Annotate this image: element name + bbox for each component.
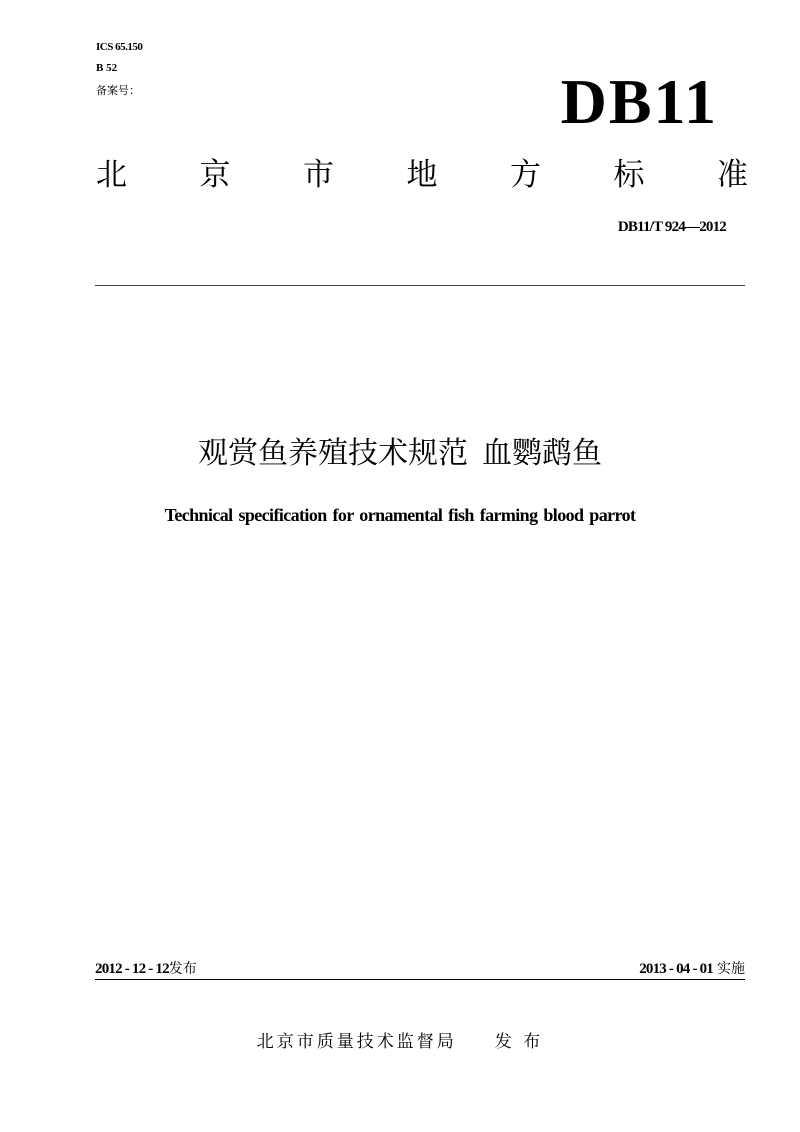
top-divider: [95, 285, 745, 286]
implement-date-block: [639, 958, 745, 979]
issuer-action: 发 布: [494, 1032, 544, 1052]
standard-type-char: 京: [199, 157, 231, 193]
standard-type-char: 方: [510, 157, 541, 193]
standard-number: DB11/T 924—2012: [617, 219, 726, 235]
publish-label: 发布: [168, 961, 197, 977]
issuer-name: 北京市质量技术监督局: [256, 1032, 457, 1052]
db-code: DB11: [560, 66, 718, 137]
standard-type: [96, 152, 748, 198]
document-title-en: Technical specification for ornamental fish farming blood parrot: [164, 505, 636, 525]
publish-date: 2012 - 12 - 12: [95, 961, 169, 977]
title-sub: 血鹦鹉鱼: [482, 436, 602, 471]
standard-type-char: 北: [96, 157, 127, 193]
implement-label: 实施: [717, 961, 745, 977]
ics-code: ICS 65.150: [96, 41, 143, 53]
issuer: [0, 1030, 800, 1054]
standard-type-char: 地: [406, 157, 438, 193]
date-row: [95, 955, 745, 980]
title-main: 观赏鱼养殖技术规范: [198, 436, 468, 471]
publish-date-block: [95, 958, 197, 979]
standard-type-char: 市: [303, 157, 334, 193]
implement-date: 2013 - 04 - 01: [639, 961, 713, 977]
document-title-zh: [0, 432, 800, 476]
ccs-code: B 52: [96, 62, 118, 74]
filing-number-label: 备案号：: [96, 84, 140, 97]
standard-type-char: 准: [717, 157, 748, 193]
standard-type-char: 标: [613, 157, 645, 193]
